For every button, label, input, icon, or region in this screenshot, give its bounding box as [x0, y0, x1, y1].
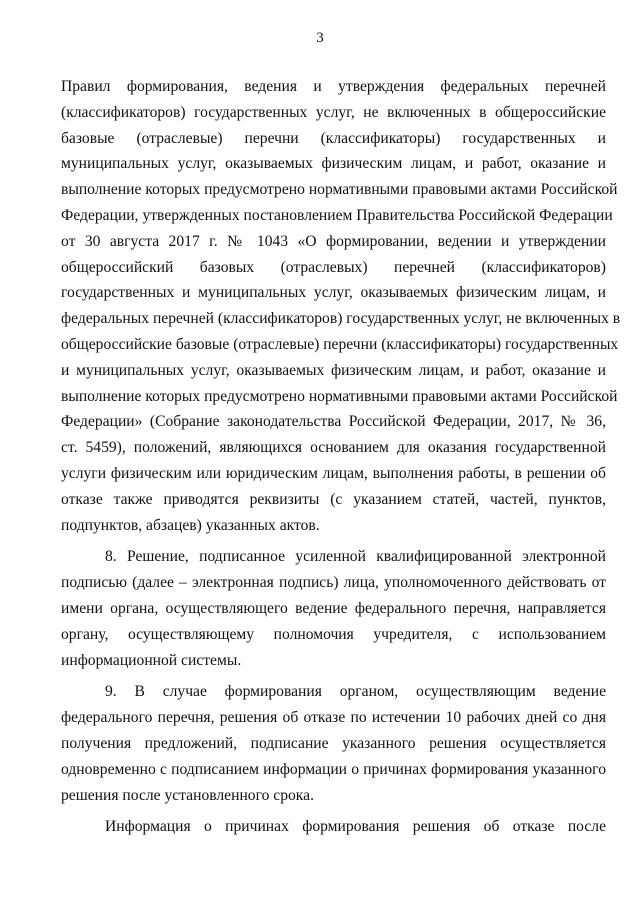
paragraph — [61, 679, 606, 808]
document-body — [61, 74, 621, 840]
text-line: Федерации» (Собрание законодательства Российской Федерации, 2017, № 36, — [61, 413, 606, 431]
text-line: выполнение которых предусмотрено нормативными правовыми актами Российской — [61, 181, 618, 199]
text-line: услуги физическим или юридическим лицам, выполнения работы, в решении об — [61, 464, 606, 482]
text-line: федеральных перечней (классификаторов) государственных услуг, не включенных в — [61, 310, 621, 328]
text-line: Информация о причинах формирования решения об отказе после — [105, 818, 606, 836]
text-line: от 30 августа 2017 г. № 1043 «О формировании, ведении и утверждении — [61, 232, 606, 250]
text-line: федерального перечня, решения об отказе по истечении 10 рабочих дней со дня — [61, 709, 606, 727]
text-line: 9. В случае формирования органом, осуществляющим ведение — [105, 683, 606, 701]
text-line: отказе также приводятся реквизиты (с указанием статей, частей, пунктов, — [61, 490, 606, 508]
text-line: подпунктов, абзацев) указанных актов. — [61, 516, 320, 534]
text-line: 8. Решение, подписанное усиленной квалифицированной электронной — [105, 548, 606, 566]
paragraph — [61, 814, 606, 840]
text-line: имени органа, осуществляющего ведение федерального перечня, направляется — [61, 599, 606, 617]
text-line: базовые (отраслевые) перечни (классификаторы) государственных и — [61, 129, 606, 147]
text-line: подписью (далее – электронная подпись) лица, уполномоченного действовать от — [61, 574, 606, 592]
text-line: ст. 5459), положений, являющихся основанием для оказания государственной — [61, 439, 606, 457]
text-line: Правил формирования, ведения и утверждения федеральных перечней — [61, 78, 606, 95]
text-line: одновременно с подписанием информации о причинах формирования указанного — [61, 760, 606, 778]
text-line: муниципальных услуг, оказываемых физическим лицам, и работ, оказание и — [61, 155, 606, 173]
text-line: (классификаторов) государственных услуг, не включенных в общероссийские — [61, 103, 606, 121]
text-line: государственных и муниципальных услуг, оказываемых физическим лицам, и — [61, 284, 606, 302]
paragraph — [61, 544, 606, 673]
text-line: общероссийский базовых (отраслевых) перечней (классификаторов) — [61, 258, 606, 276]
text-line: получения предложений, подписание указанного решения осуществляется — [61, 734, 606, 752]
paragraph — [61, 74, 621, 538]
text-line: выполнение которых предусмотрено нормативными правовыми актами Российской — [61, 387, 618, 405]
text-line: органу, осуществляющему полномочия учредителя, с использованием — [61, 625, 606, 643]
text-line: и муниципальных услуг, оказываемых физическим лицам, и работ, оказание и — [61, 361, 606, 379]
text-line: информационной системы. — [61, 651, 242, 669]
text-line: общероссийские базовые (отраслевые) перечни (классификаторы) государственных — [61, 335, 619, 353]
text-line: Федерации, утвержденных постановлением Правительства Российской Федерации — [61, 206, 613, 224]
page-number: 3 — [316, 30, 324, 46]
text-line: решения после установленного срока. — [61, 786, 314, 804]
